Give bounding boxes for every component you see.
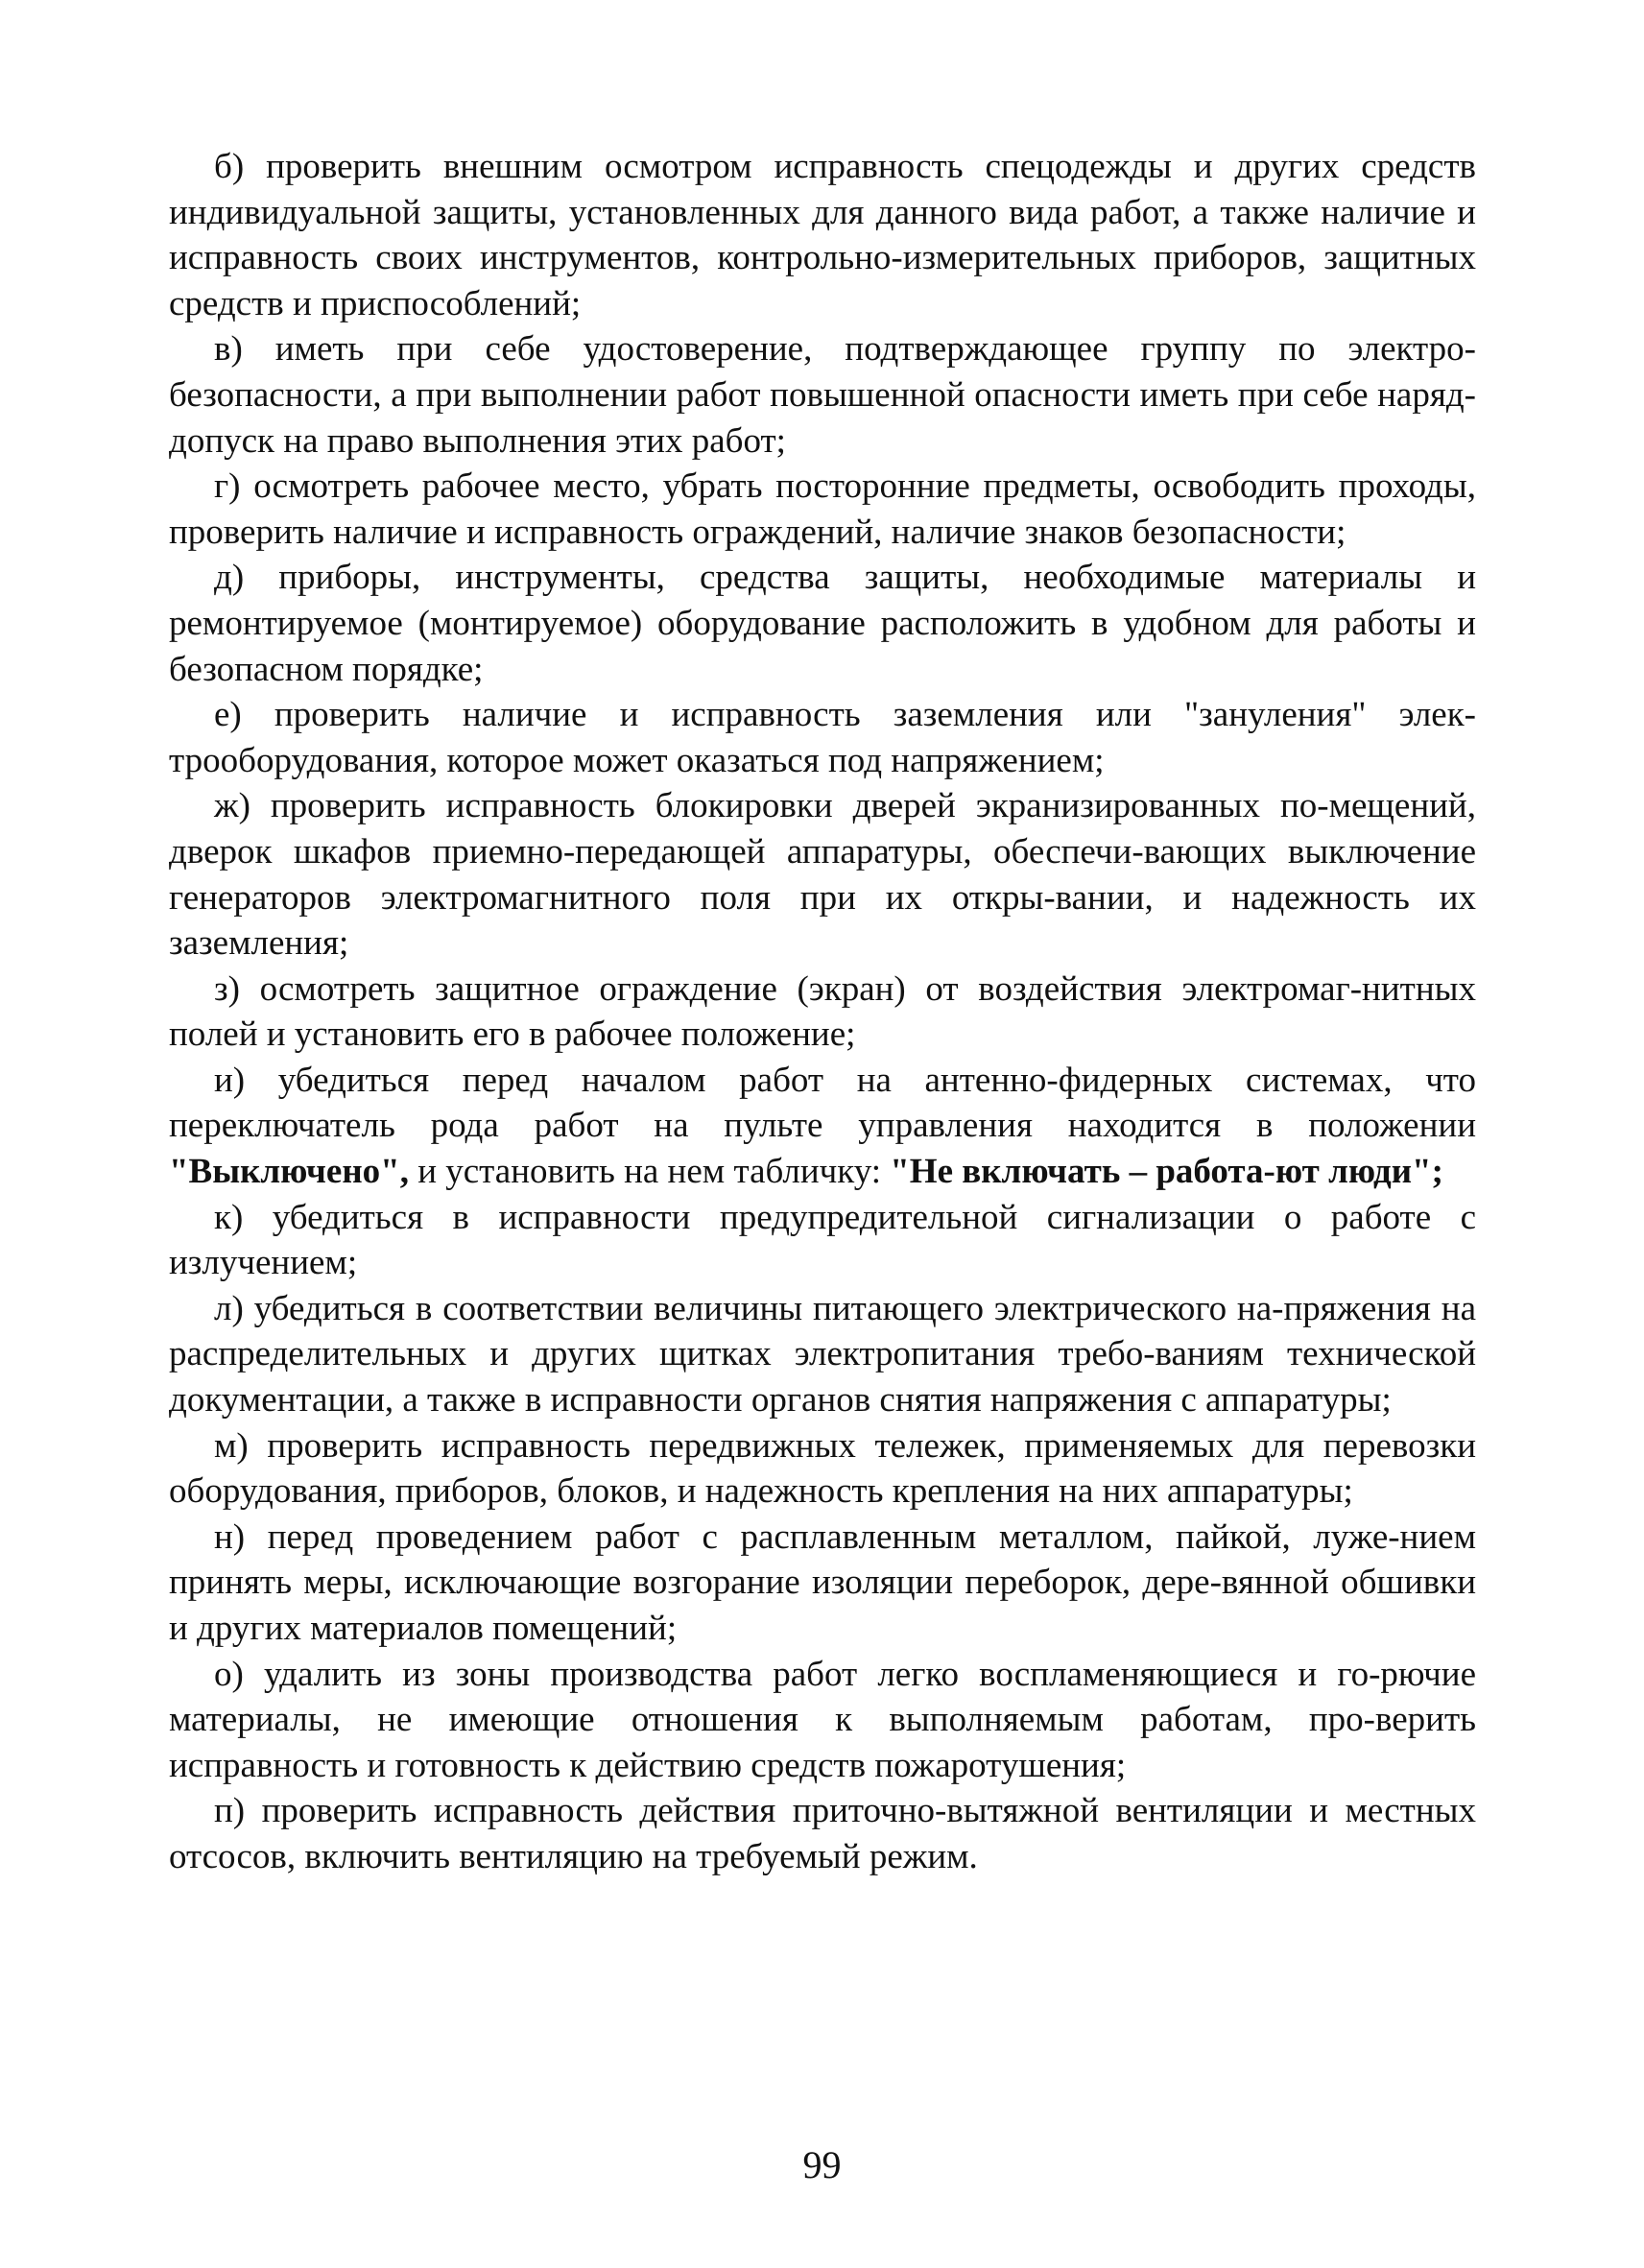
paragraph-l: л) убедиться в соответствии величины питающего электрического на-пряжения на распределительных и других щитках электропитания требо-ваниям технической документации, а также в исправности органов снятия напряжения с аппаратуры; [169, 1288, 1476, 1420]
paragraph-g: г) осмотреть рабочее место, убрать посторонние предметы, освободить проходы, проверить наличие и исправность ограждений, наличие знаков безопасности; [169, 466, 1476, 552]
paragraph-i-text-middle: и установить на нем табличку: [408, 1152, 891, 1192]
paragraph-n: н) перед проведением работ с расплавленным металлом, пайкой, луже-нием принять меры, исключающие возгорание изоляции переборок, дере-вянной обшивки и других материалов помещений; [169, 1516, 1476, 1648]
page-number: 99 [802, 2143, 842, 2186]
paragraph-z: з) осмотреть защитное ограждение (экран) от воздействия электромаг-нитных полей и установить его в рабочее положение; [169, 968, 1476, 1055]
paragraph-i-bold-switch-state: "Выключено", [169, 1152, 409, 1192]
paragraph-i-text-before: и) убедиться перед началом работ на антенно-фидерных системах, что переключатель рода работ на пульте управления находится в положении [169, 1060, 1476, 1146]
paragraph-zh: ж) проверить исправность блокировки дверей экранизированных по-мещений, дверок шкафов приемно-передающей аппаратуры, обеспечи-вающих выключение генераторов электромагнитного поля при их откры-вании, и надежность их заземления; [169, 786, 1476, 964]
document-body [169, 144, 1476, 1880]
paragraph-k: к) убедиться в исправности предупредительной сигнализации о работе с излучением; [169, 1197, 1476, 1283]
paragraph-e: е) проверить наличие и исправность заземления или "зануления" элек-трооборудования, которое может оказаться под напряжением; [169, 695, 1476, 780]
paragraph-m: м) проверить исправность передвижных тележек, применяемых для перевозки оборудования, приборов, блоков, и надежность крепления на них аппаратуры; [169, 1425, 1476, 1512]
paragraph-i-bold-warning-sign: "Не включать – работа-ют люди"; [890, 1152, 1443, 1192]
paragraph-d: д) приборы, инструменты, средства защиты, необходимые материалы и ремонтируемое (монтируемое) оборудование расположить в удобном для работы и безопасном порядке; [169, 558, 1476, 689]
paragraph-b: б) проверить внешним осмотром исправность спецодежды и других средств индивидуальной защиты, установленных для данного вида работ, а также наличие и исправность своих инструментов, контрольно-измерительных приборов, защитных средств и приспособлений; [169, 147, 1476, 323]
paragraph-i [169, 1058, 1476, 1195]
paragraph-v: в) иметь при себе удостоверение, подтверждающее группу по электро-безопасности, а при выполнении работ повышенной опасности иметь при себе наряд-допуск на право выполнения этих работ; [169, 329, 1476, 461]
paragraph-p: п) проверить исправность действия приточно-вытяжной вентиляции и местных отсосов, включить вентиляцию на требуемый режим. [169, 1791, 1476, 1876]
paragraph-o: о) удалить из зоны производства работ легко воспламеняющиеся и го-рючие материалы, не имеющие отношения к выполняемым работам, про-верить исправность и готовность к действию средств пожаротушения; [169, 1654, 1476, 1785]
